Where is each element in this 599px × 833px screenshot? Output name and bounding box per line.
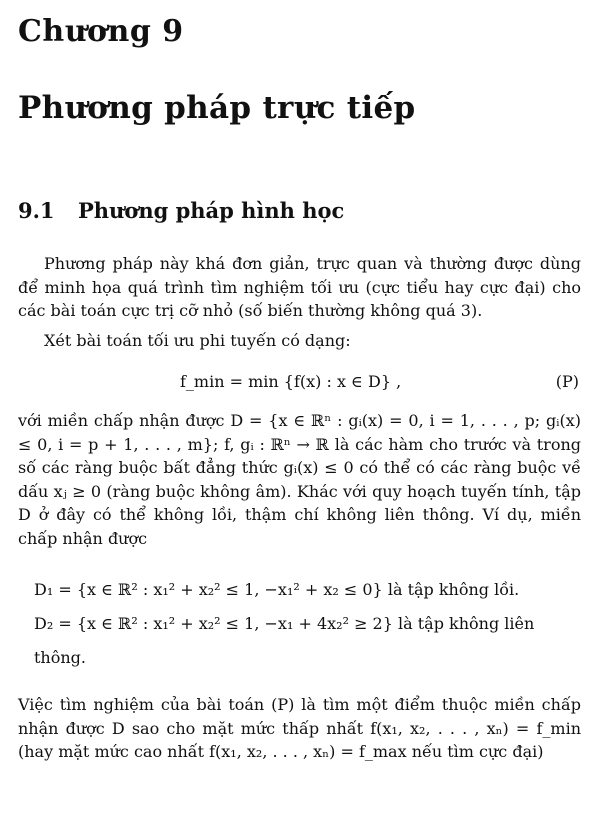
equation-tag: (P)	[555, 372, 579, 391]
equation-body: f_min = min {f(x) : x ∈ D} ,	[180, 372, 402, 391]
section-title: Phương pháp hình học	[78, 198, 345, 223]
paragraph-feasible-region: với miền chấp nhận được D = {x ∈ ℝⁿ : gᵢ(x) = 0, i = 1, . . . , p; gᵢ(x) ≤ 0, i = p + 1, . . . , m}; f, gᵢ : ℝⁿ → ℝ là các hàm cho trước và trong số các ràng buộc bất đẳng thức gᵢ(x) ≤ 0 có thể có các ràng buộc về dấu xⱼ ≥ 0 (ràng buộc không âm). Khác với quy hoạch tuyến tính, tập D ở đây có thể không lồi, thậm chí không liên thông. Ví dụ, miền chấp nhận được	[18, 411, 581, 548]
example-d2: D₂ = {x ∈ ℝ² : x₁² + x₂² ≤ 1, −x₁ + 4x₂² ≥ 2} là tập không liên	[34, 614, 535, 633]
example-d2-continued: thông.	[34, 648, 86, 667]
example-d1: D₁ = {x ∈ ℝ² : x₁² + x₂² ≤ 1, −x₁² + x₂ ≤ 0} là tập không lồi.	[34, 580, 520, 599]
chapter-label: Chương 9	[18, 14, 184, 49]
equation-P	[18, 372, 581, 396]
paragraph-problem-lead: Xét bài toán tối ưu phi tuyến có dạng:	[44, 331, 351, 350]
paragraph-solution: Việc tìm nghiệm của bài toán (P) là tìm một điểm thuộc miền chấp nhận được D sao cho mặt mức thấp nhất f(x₁, x₂, . . . , xₙ) = f_min (hay mặt mức cao nhất f(x₁, x₂, . . . , xₙ) = f_max nếu tìm cực đại)	[18, 695, 581, 762]
section-heading	[18, 198, 344, 223]
chapter-title: Phương pháp trực tiếp	[18, 90, 416, 126]
section-number: 9.1	[18, 198, 55, 223]
paragraph-intro: Phương pháp này khá đơn giản, trực quan và thường được dùng để minh họa quá trình tìm nghiệm tối ưu (cực tiểu hay cực đại) cho các bài toán cực trị cỡ nhỏ (số biến thường không quá 3).	[18, 254, 581, 321]
